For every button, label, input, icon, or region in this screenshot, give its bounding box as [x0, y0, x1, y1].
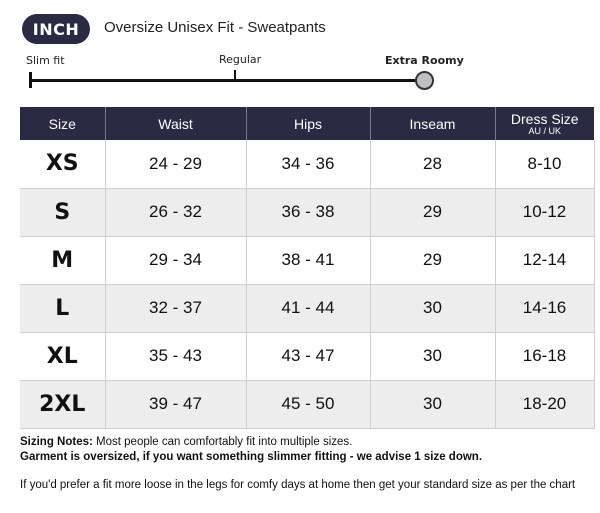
- header-hips: Hips: [246, 107, 370, 140]
- size-chart-table: [20, 107, 595, 429]
- fit-scale-marker: [415, 71, 434, 90]
- fit-scale-start-tick: [29, 72, 32, 88]
- cell-inseam: 30: [370, 332, 495, 380]
- fit-label-slim: Slim fit: [26, 54, 65, 67]
- fit-scale: [0, 0, 600, 100]
- header-dress-size: [495, 107, 594, 140]
- table-row: [20, 188, 594, 236]
- cell-dress: 10-12: [495, 188, 594, 236]
- cell-inseam: 28: [370, 140, 495, 188]
- sizing-notes: [20, 436, 352, 448]
- cell-hips: 41 - 44: [246, 284, 370, 332]
- cell-dress: 8-10: [495, 140, 594, 188]
- table-row: [20, 140, 594, 188]
- cell-inseam: 30: [370, 380, 495, 428]
- header-dress-size-label: Dress Size: [510, 110, 579, 127]
- cell-size: L: [20, 284, 105, 332]
- table-row: [20, 380, 594, 428]
- fit-scale-mid-tick: [234, 70, 236, 82]
- cell-hips: 43 - 47: [246, 332, 370, 380]
- loose-fit-advice: If you'd prefer a fit more loose in the legs for comfy days at home then get your standard size as per the chart: [20, 479, 576, 491]
- fit-scale-line: [30, 79, 425, 82]
- table-row: [20, 236, 594, 284]
- fit-label-extra-roomy: Extra Roomy: [385, 54, 464, 67]
- cell-waist: 24 - 29: [105, 140, 246, 188]
- cell-size: 2XL: [20, 380, 105, 428]
- fit-label-regular: Regular: [219, 53, 262, 66]
- table-row: [20, 332, 594, 380]
- cell-hips: 45 - 50: [246, 380, 370, 428]
- cell-inseam: 29: [370, 188, 495, 236]
- cell-size: M: [20, 236, 105, 284]
- oversize-advice: Garment is oversized, if you want something slimmer fitting - we advise 1 size down.: [20, 451, 483, 463]
- unit-badge: INCH: [22, 14, 90, 44]
- cell-hips: 36 - 38: [246, 188, 370, 236]
- cell-inseam: 30: [370, 284, 495, 332]
- cell-dress: 14-16: [495, 284, 594, 332]
- cell-dress: 18-20: [495, 380, 594, 428]
- cell-waist: 32 - 37: [105, 284, 246, 332]
- cell-waist: 26 - 32: [105, 188, 246, 236]
- cell-size: XL: [20, 332, 105, 380]
- cell-dress: 16-18: [495, 332, 594, 380]
- cell-waist: 39 - 47: [105, 380, 246, 428]
- page-title: Oversize Unisex Fit - Sweatpants: [104, 19, 326, 36]
- table-header-row: [20, 107, 594, 140]
- header-inseam: Inseam: [370, 107, 495, 140]
- cell-dress: 12-14: [495, 236, 594, 284]
- cell-size: XS: [20, 140, 105, 188]
- table-row: [20, 284, 594, 332]
- sizing-notes-text: Most people can comfortably fit into multiple sizes.: [92, 436, 353, 448]
- header-size: Size: [20, 107, 105, 140]
- cell-size: S: [20, 188, 105, 236]
- cell-waist: 35 - 43: [105, 332, 246, 380]
- header-dress-size-sub: AU / UK: [528, 125, 561, 136]
- cell-waist: 29 - 34: [105, 236, 246, 284]
- cell-hips: 38 - 41: [246, 236, 370, 284]
- header-waist: Waist: [105, 107, 246, 140]
- cell-inseam: 29: [370, 236, 495, 284]
- cell-hips: 34 - 36: [246, 140, 370, 188]
- sizing-notes-label: Sizing Notes:: [20, 436, 93, 448]
